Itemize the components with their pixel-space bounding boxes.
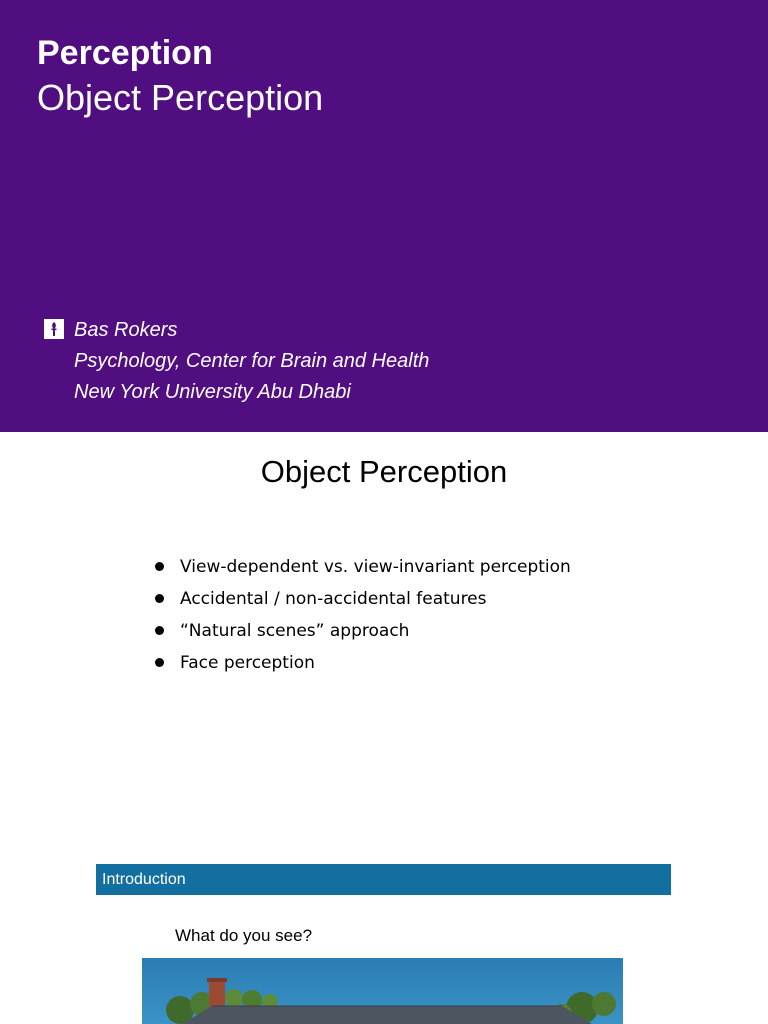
title-slide bbox=[0, 0, 768, 432]
slide-subtitle: Object Perception bbox=[37, 77, 324, 118]
author-department: Psychology, Center for Brain and Health bbox=[74, 350, 430, 372]
bullet-icon bbox=[155, 562, 164, 571]
slide-title: Perception bbox=[37, 34, 213, 72]
list-item bbox=[155, 553, 571, 585]
overview-bullet-list bbox=[155, 553, 571, 681]
section-header-bar bbox=[96, 864, 671, 895]
house-photo bbox=[142, 958, 623, 1024]
section-header-label: Introduction bbox=[102, 871, 186, 888]
list-item bbox=[155, 617, 571, 649]
overview-title: Object Perception bbox=[260, 454, 508, 489]
bullet-icon bbox=[155, 626, 164, 635]
list-item-text: View-dependent vs. view-invariant perception bbox=[180, 557, 571, 577]
nyu-torch-icon bbox=[44, 319, 64, 339]
list-item-text: Face perception bbox=[180, 653, 315, 673]
bullet-icon bbox=[155, 594, 164, 603]
list-item-text: “Natural scenes” approach bbox=[180, 621, 410, 641]
intro-question: What do you see? bbox=[175, 926, 313, 945]
bullet-icon bbox=[155, 658, 164, 667]
author-name: Bas Rokers bbox=[74, 319, 178, 341]
author-institution: New York University Abu Dhabi bbox=[74, 381, 351, 403]
list-item bbox=[155, 585, 571, 617]
overview-slide bbox=[0, 432, 768, 842]
house-photo-illustration bbox=[142, 958, 623, 1024]
intro-slide bbox=[0, 842, 768, 1024]
list-item-text: Accidental / non-accidental features bbox=[180, 589, 487, 609]
list-item bbox=[155, 649, 571, 681]
